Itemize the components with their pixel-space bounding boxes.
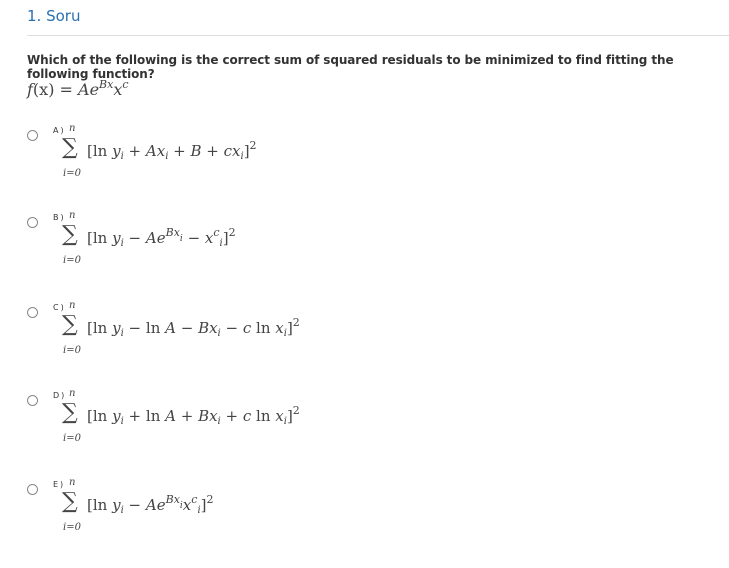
option-d-label: D) <box>53 391 67 400</box>
question-text: Which of the following is the correct sum of squared residuals to be minimized to find fitting the following function? <box>27 53 674 81</box>
sigma-icon: ∑ <box>62 222 78 247</box>
option-c[interactable]: C) n ∑ i=0 [ln $y_i - \ln A - Bx_i - c$ $\ln x_i]^2$ <box>27 298 677 378</box>
sigma-icon: ∑ <box>62 135 78 160</box>
option-b-expression: [ln $y_i - Ae^{Bx}i - x^c_i]^2$ <box>87 226 236 249</box>
function-formula: $f(x) = Ae^{Bx}x^c$ <box>27 78 129 99</box>
option-a-expression: [ln $y_i + Ax_i + B + cx_i]^2$ <box>87 139 257 162</box>
option-e-radio[interactable] <box>27 484 38 495</box>
option-b-label: B) <box>53 213 66 222</box>
option-d[interactable]: D) n ∑ i=0 [ln $y_i + \ln A + Bx_i + c$ $\ln x_i]^2$ <box>27 386 677 466</box>
sigma-icon: ∑ <box>62 489 78 514</box>
option-c-radio[interactable] <box>27 307 38 318</box>
option-b[interactable]: B) n ∑ i=0 [ln $y_i - Ae^{Bx}i - x^c_i]^2$ <box>27 208 677 288</box>
option-d-expression: [ln $y_i + \ln A + Bx_i + c$ $\ln x_i]^2$ <box>87 404 300 427</box>
question-number-header: 1. Soru <box>27 7 81 25</box>
option-d-radio[interactable] <box>27 395 38 406</box>
option-b-radio[interactable] <box>27 217 38 228</box>
option-e[interactable]: E) n ∑ i=0 [ln $y_i - Ae^{Bx}ix^c_i]^2$ <box>27 475 677 555</box>
sigma-icon: ∑ <box>62 400 78 425</box>
option-e-expression: [ln $y_i - Ae^{Bx}ix^c_i]^2$ <box>87 493 214 516</box>
header-divider <box>27 35 729 36</box>
option-a-label: A) <box>53 126 66 135</box>
option-c-expression: [ln $y_i - \ln A - Bx_i - c$ $\ln x_i]^2$ <box>87 316 300 339</box>
option-c-label: C) <box>53 303 66 312</box>
option-a-radio[interactable] <box>27 130 38 141</box>
option-a[interactable]: A) n ∑ i=0 [ln $y_i + Ax_i + B + cx_i]^2$ <box>27 121 677 201</box>
sigma-icon: ∑ <box>62 312 78 337</box>
option-e-label: E) <box>53 480 66 489</box>
